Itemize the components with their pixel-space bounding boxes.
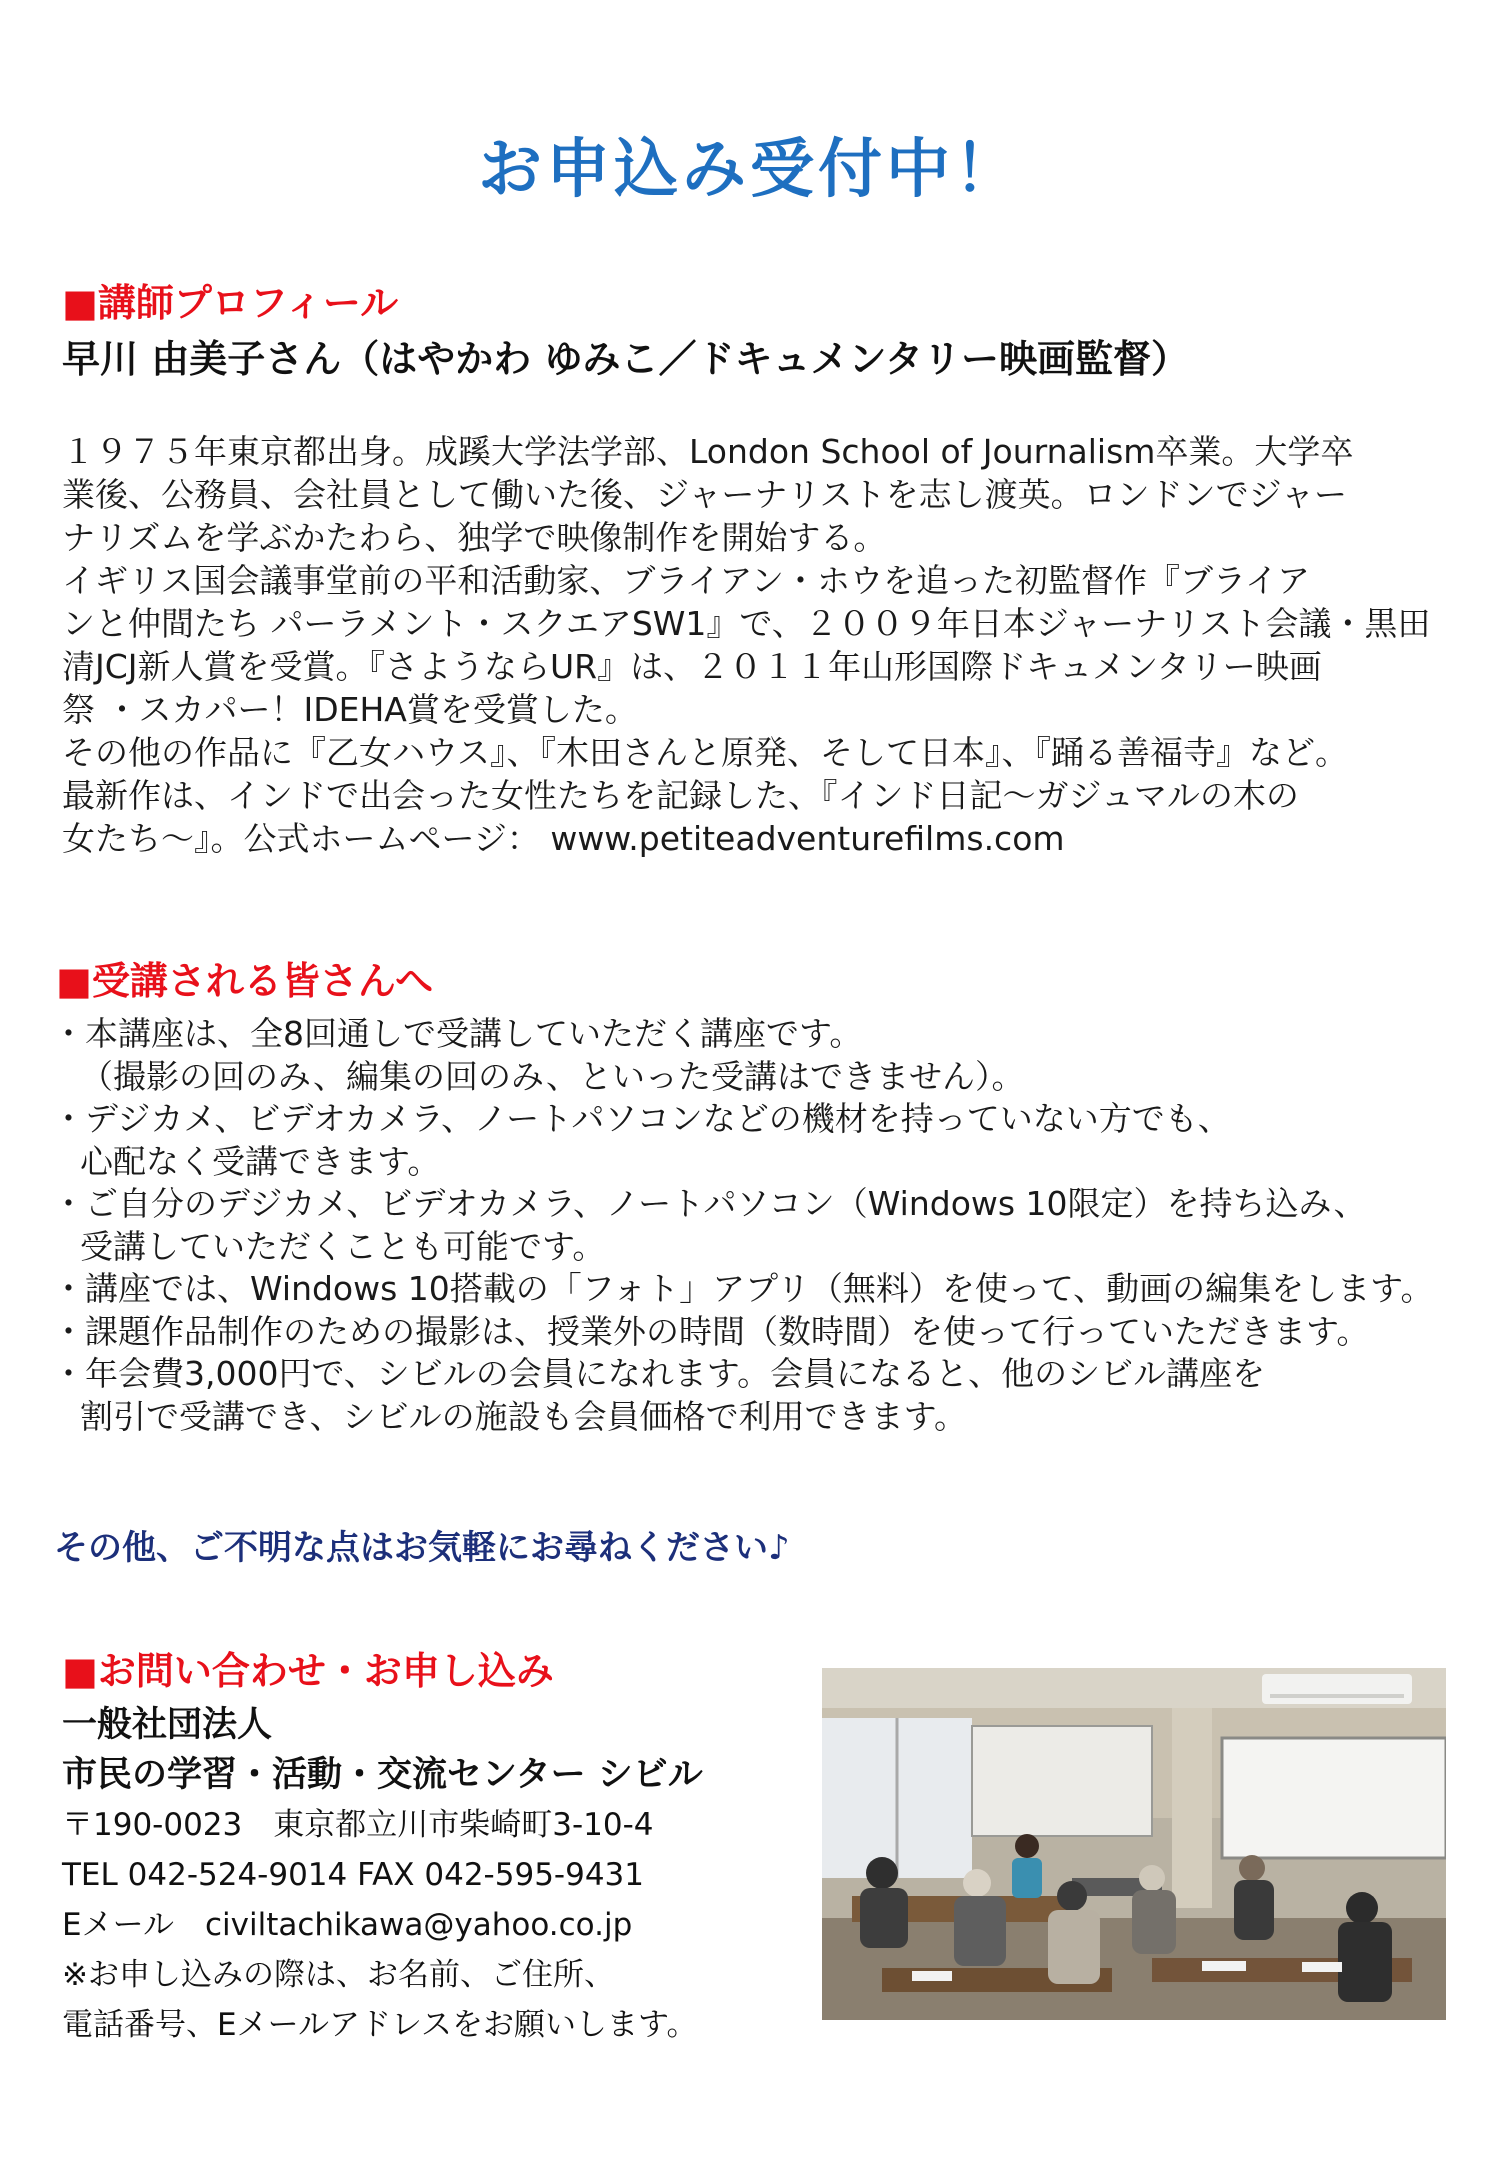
org-name: 市民の学習・活動・交流センター シビル	[62, 1755, 703, 1795]
notes-line: 心配なく受講できます。	[80, 1141, 441, 1181]
classroom-photo	[822, 1668, 1446, 2020]
notes-line: ・年会費3,000円で、シビルの会員になれます。会員になると、他のシビル講座を	[52, 1354, 1266, 1393]
application-note: 電話番号、Eメールアドレスをお願いします。	[62, 2007, 698, 2043]
notes-line: ・ご自分のデジカメ、ビデオカメラ、ノートパソコン（Windows 10限定）を持ち込み、	[52, 1184, 1367, 1223]
notes-line: ・講座では、Windows 10搭載の「フォト」アプリ（無料）を使って、動画の編集をします。	[52, 1269, 1434, 1308]
bio-line: 女たち～』。公式ホームページ： www.petiteadventurefilms.com	[62, 819, 1065, 858]
bio-line: イギリス国会議事堂前の平和活動家、ブライアン・ホウを追った初監督作『ブライア	[62, 561, 1311, 600]
email[interactable]: Eメール civiltachikawa@yahoo.co.jp	[62, 1907, 633, 1943]
contact-block	[62, 1700, 822, 2050]
bio-line: 清JCJ新人賞を受賞。『さようならUR』は、２０１１年山形国際ドキュメンタリー映画	[62, 647, 1322, 686]
application-note: ※お申し込みの際は、お名前、ご住所、	[62, 1957, 615, 1993]
contact-heading: ■お問い合わせ・お申し込み	[62, 1649, 554, 1693]
notes-line: 割引で受講でき、シビルの施設も会員価格で利用できます。	[80, 1396, 968, 1436]
instructor-bio	[62, 430, 1462, 860]
bio-line: 最新作は、インドで出会った女性たちを記録した、『インド日記～ガジュマルの木の	[62, 776, 1299, 815]
bio-line: １９７５年東京都出身。成蹊大学法学部、London School of Journalism卒業。大学卒	[62, 432, 1354, 471]
notes-line: ・本講座は、全8回通しで受講していただく講座です。	[52, 1014, 863, 1053]
address: 〒190-0023 東京都立川市柴崎町3-10-4	[62, 1807, 654, 1843]
bio-line: 祭 ・スカパー！IDEHA賞を受賞した。	[62, 690, 638, 729]
bio-line: ナリズムを学ぶかたわら、独学で映像制作を開始する。	[62, 518, 887, 557]
profile-heading: ■講師プロフィール	[62, 281, 399, 325]
phone-fax: TEL 042-524-9014 FAX 042-595-9431	[62, 1857, 644, 1893]
closing-message: その他、ご不明な点はお気軽にお尋ねください♪	[54, 1528, 790, 1568]
notes-line: （撮影の回のみ、編集の回のみ、といった受講はできません）。	[80, 1056, 1025, 1096]
page-title: お申込み受付中！	[478, 133, 1022, 207]
bio-line: その他の作品に『乙女ハウス』、『木田さんと原発、そして日本』、『踊る善福寺』など。	[62, 733, 1349, 772]
notes-list	[52, 1013, 1472, 1438]
bio-line: 業後、公務員、会社員として働いた後、ジャーナリストを志し渡英。ロンドンでジャー	[62, 475, 1348, 514]
notes-line: ・課題作品制作のための撮影は、授業外の時間（数時間）を使って行っていただきます。	[52, 1311, 1370, 1351]
notes-line: ・デジカメ、ビデオカメラ、ノートパソコンなどの機材を持っていない方でも、	[52, 1099, 1231, 1138]
notes-line: 受講していただくことも可能です。	[80, 1226, 606, 1266]
instructor-name: 早川 由美子さん（はやかわ ゆみこ／ドキュメンタリー映画監督）	[62, 337, 1189, 381]
org-type: 一般社団法人	[62, 1705, 273, 1745]
bio-line: ンと仲間たち パーラメント・スクエアSW1』で、２００９年日本ジャーナリスト会議・黒田	[62, 604, 1431, 643]
notes-heading: ■受講される皆さんへ	[56, 959, 434, 1003]
